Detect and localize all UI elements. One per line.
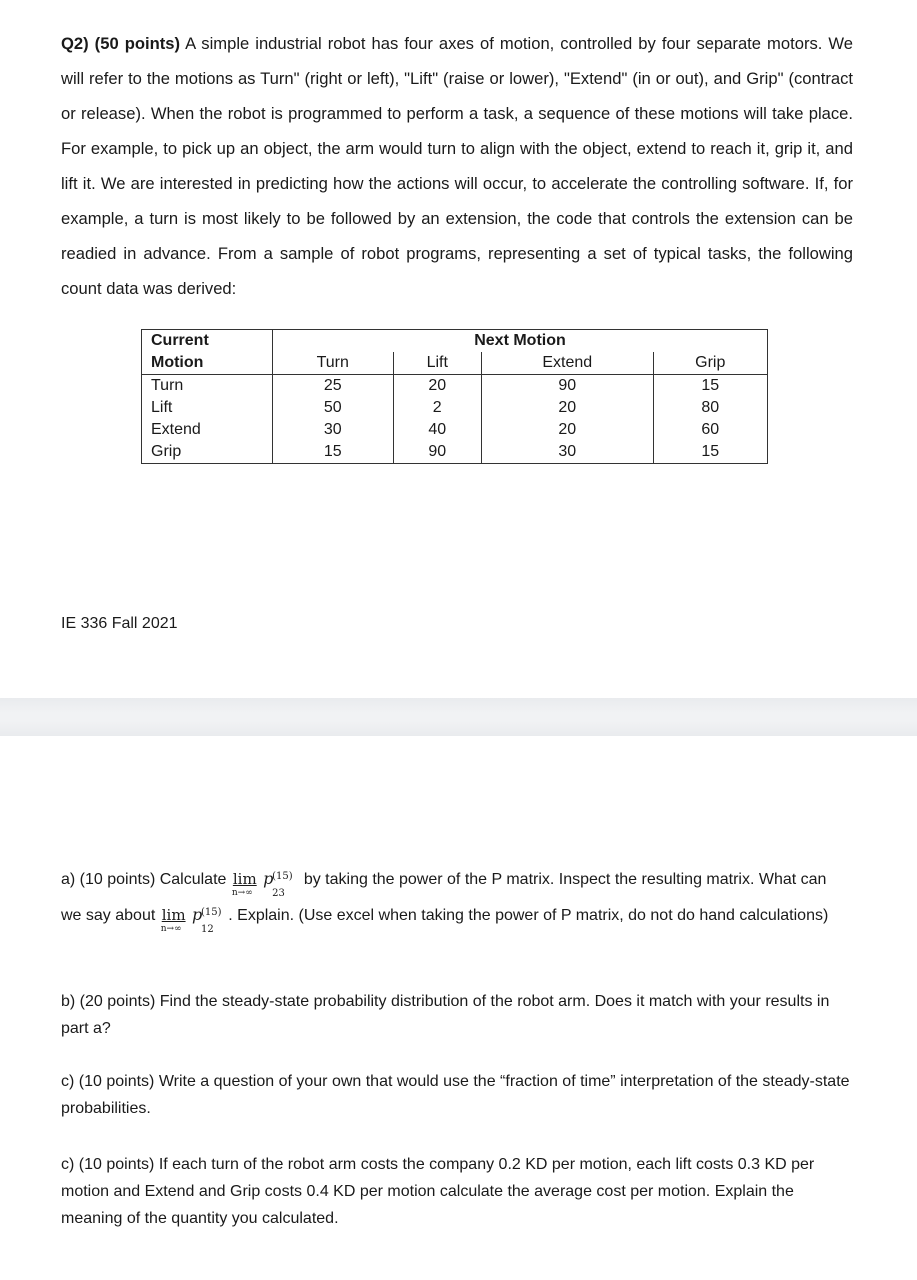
table-cell: 15 xyxy=(653,441,767,464)
table-cell: 20 xyxy=(482,397,654,419)
table-cell: 60 xyxy=(653,419,767,441)
row-label: Turn xyxy=(142,375,273,398)
col-header-grip: Grip xyxy=(653,352,767,375)
part-b: b) (20 points) Find the steady-state probability distribution of the robot arm. Does it match with your results in part a? xyxy=(61,993,830,1037)
table-cell: 30 xyxy=(273,419,394,441)
col-header-extend: Extend xyxy=(482,352,654,375)
p-12-symbol xyxy=(192,905,228,935)
table-cell: 15 xyxy=(653,375,767,398)
table-cell: 50 xyxy=(273,397,394,419)
p-power: (15) xyxy=(272,871,293,882)
table-cell: 30 xyxy=(482,441,654,464)
part-a-text-3: . Explain. (Use excel when taking the power of P matrix, do not do hand calculations) xyxy=(228,907,829,924)
table-row xyxy=(142,441,768,464)
row-header-motion: Motion xyxy=(142,352,273,375)
table-cell: 20 xyxy=(393,375,482,398)
next-motion-header: Next Motion xyxy=(273,330,768,353)
lim-subscript: n→∞ xyxy=(231,888,253,898)
table-cell: 90 xyxy=(482,375,654,398)
question-intro: A simple industrial robot has four axes of motion, controlled by four separate motors. We will refer to the motions as Turn" (right or left), "Lift" (raise or lower), "Extend" (in or out), and Grip" (contract or release). When the robot is programmed to perform a task, a sequence of these motions will take place. For example, to pick up an object, the arm would turn to align with the object, extend to reach it, grip it, and lift it. We are interested in predicting how the actions will occur, to accelerate the controlling software. If, for example, a turn is most likely to be followed by an extension, the code that controls the extension can be readied in advance. From a sample of robot programs, representing a set of typical tasks, the following count data was derived: xyxy=(61,34,853,298)
col-header-lift: Lift xyxy=(393,352,482,375)
question-text xyxy=(61,26,853,306)
table-cell: 25 xyxy=(273,375,394,398)
table-cell: 90 xyxy=(393,441,482,464)
row-label: Extend xyxy=(142,419,273,441)
limit-expression xyxy=(162,898,186,933)
table-cell: 80 xyxy=(653,397,767,419)
lim-operator: lim xyxy=(232,870,257,888)
lim-operator: lim xyxy=(161,906,186,924)
col-header-turn: Turn xyxy=(273,352,394,375)
row-header-current: Current xyxy=(142,330,273,353)
lim-subscript: n→∞ xyxy=(160,924,182,934)
page-gap xyxy=(0,698,917,736)
table-row xyxy=(142,375,768,398)
part-a-text-1: a) (10 points) Calculate xyxy=(61,871,231,888)
page-footer: IE 336 Fall 2021 xyxy=(61,615,178,632)
limit-expression xyxy=(233,862,257,897)
table-row xyxy=(142,419,768,441)
p-subscript: 23 xyxy=(272,888,285,899)
question-label: Q2) (50 points) xyxy=(61,34,180,53)
p-var: p xyxy=(263,869,274,888)
count-table xyxy=(141,329,768,464)
table-cell: 15 xyxy=(273,441,394,464)
p-subscript: 12 xyxy=(201,924,214,935)
table-cell: 20 xyxy=(482,419,654,441)
part-c-cost: c) (10 points) If each turn of the robot arm costs the company 0.2 KD per motion, each lift costs 0.3 KD per motion and Extend and Grip costs 0.4 KD per motion calculate the average cost per motion. Explain the meaning of the quantity you calculated. xyxy=(61,1156,815,1227)
p-var: p xyxy=(192,905,203,924)
row-label: Lift xyxy=(142,397,273,419)
p-23-symbol xyxy=(263,869,299,899)
part-c-question: c) (10 points) Write a question of your own that would use the “fraction of time” interpretation of the steady-state probabilities. xyxy=(61,1073,850,1117)
part-a-text-2: by taking the power of the P matrix. Inspect the resulting matrix. What can we say about xyxy=(61,871,827,924)
part-a xyxy=(61,861,851,933)
table-row xyxy=(142,397,768,419)
table-cell: 2 xyxy=(393,397,482,419)
page-2 xyxy=(0,736,917,1280)
p-power: (15) xyxy=(201,907,222,918)
table-cell: 40 xyxy=(393,419,482,441)
row-label: Grip xyxy=(142,441,273,464)
